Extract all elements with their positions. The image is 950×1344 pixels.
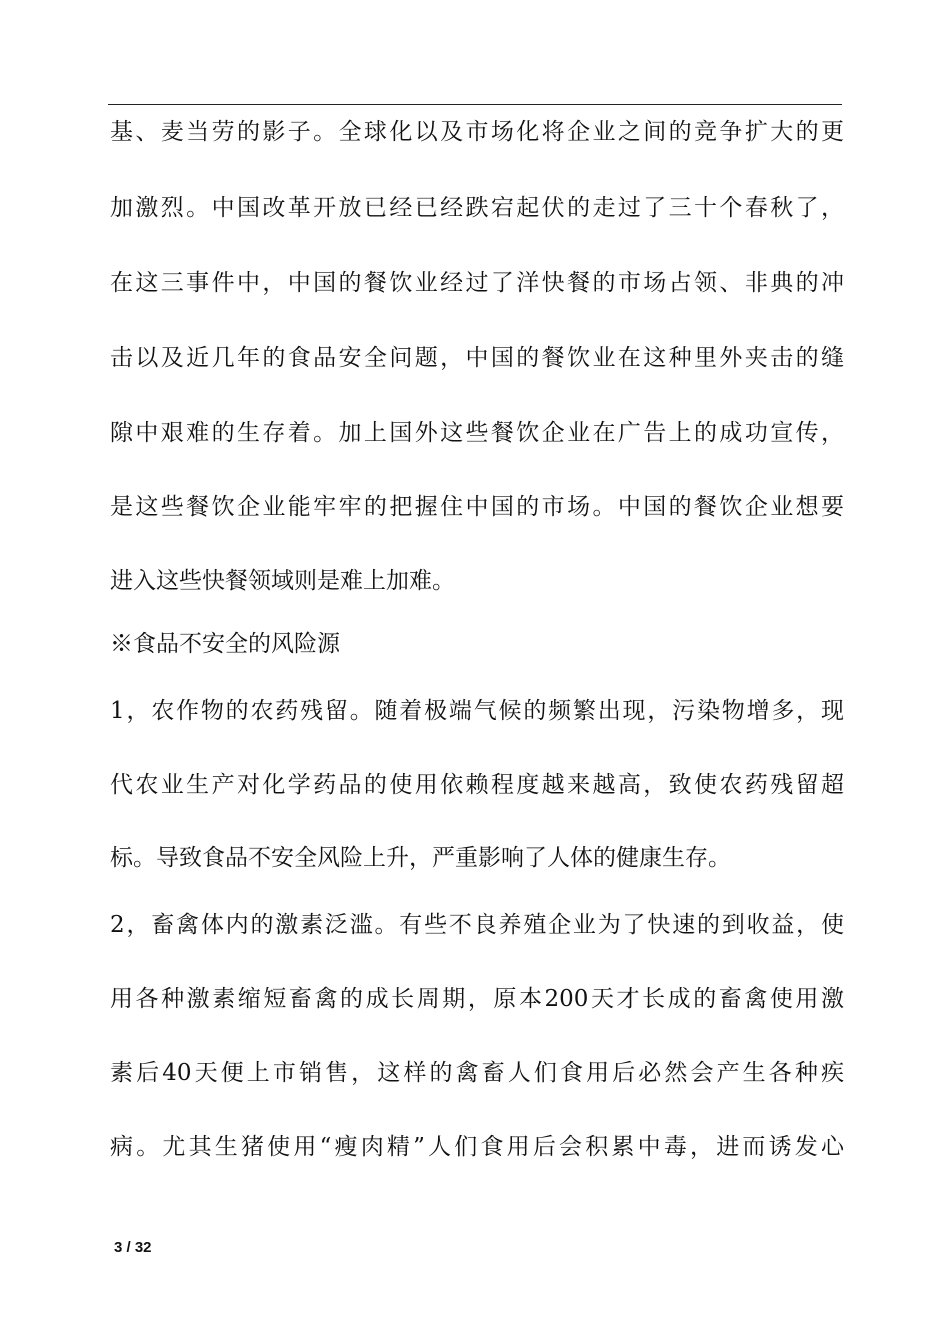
paragraph-line-3: 在这三事件中，中国的餐饮业经过了洋快餐的市场占领、非典的冲: [110, 270, 844, 296]
paragraph-line-5: 隙中艰难的生存着。加上国外这些餐饮企业在广告上的成功宣传，: [110, 420, 844, 446]
item-2-line-2: 用各种激素缩短畜禽的成长周期，原本200天才长成的畜禽使用激: [110, 986, 844, 1012]
paragraph-line-7: 进入这些快餐领域则是难上加难。: [110, 568, 455, 594]
paragraph-line-1: 基、麦当劳的影子。全球化以及市场化将企业之间的竞争扩大的更: [110, 119, 844, 145]
paragraph-line-6: 是这些餐饮企业能牢牢的把握住中国的市场。中国的餐饮企业想要: [110, 494, 844, 520]
item-2-line-3: 素后40天便上市销售，这样的禽畜人们食用后必然会产生各种疾: [110, 1060, 844, 1086]
item-1-line-3: 标。导致食品不安全风险上升，严重影响了人体的健康生存。: [110, 845, 731, 871]
item-1-line-1: 1，农作物的农药残留。随着极端气候的频繁出现，污染物增多，现: [110, 698, 844, 724]
item-2-line-1: 2，畜禽体内的激素泛滥。有些不良养殖企业为了快速的到收益，使: [110, 912, 844, 938]
paragraph-line-4: 击以及近几年的食品安全问题，中国的餐饮业在这种里外夹击的缝: [110, 345, 844, 371]
item-1-line-2: 代农业生产对化学药品的使用依赖程度越来越高，致使农药残留超: [110, 772, 844, 798]
paragraph-line-2: 加激烈。中国改革开放已经已经跌宕起伏的走过了三十个春秋了，: [110, 195, 844, 221]
item-2-line-4: 病。尤其生猪使用“瘦肉精”人们食用后会积累中毒，进而诱发心: [110, 1134, 844, 1160]
header-divider: [108, 104, 842, 105]
page-number: 3 / 32: [114, 1239, 152, 1256]
section-heading: ※食品不安全的风险源: [110, 631, 340, 657]
